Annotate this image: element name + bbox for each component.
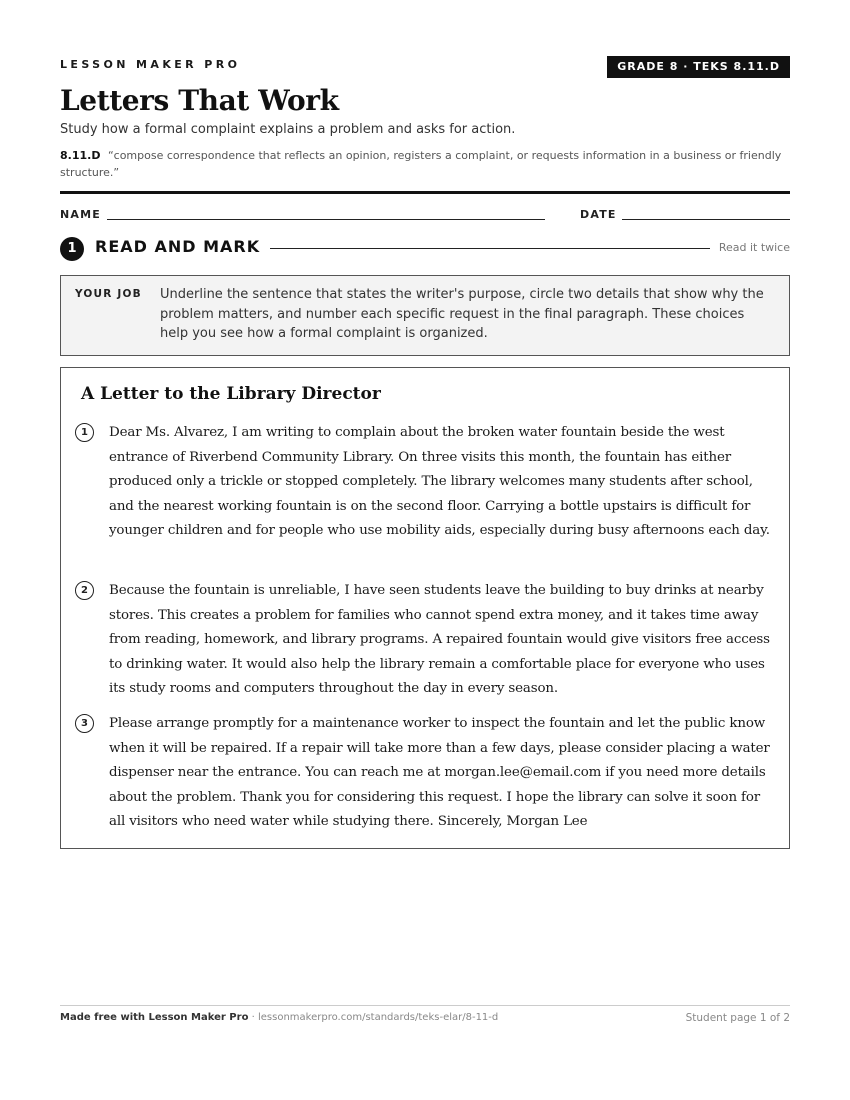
page-subtitle: Study how a formal complaint explains a problem and asks for action.	[60, 122, 516, 137]
section-hint: Read it twice	[718, 241, 790, 254]
paragraph-text-3: Please arrange promptly for a maintenance worker to inspect the fountain and let the public know when it will be repaired. If a repair will take more than a few days, please consider placing a water dispenser near the entrance. You can reach me at morgan.lee@email.com if you need more details about the problem. Thank you for considering this request. I hope the library can solve it soon for all visitors who need water while studying there. Sincerely, Morgan Lee	[109, 716, 770, 830]
footer-page-number: Student page 1 of 2	[685, 1012, 790, 1024]
date-field[interactable]	[622, 219, 790, 220]
grade-badge: GRADE 8 · TEKS 8.11.D	[607, 56, 790, 78]
section-title: READ AND MARK	[95, 237, 261, 256]
standard-statement	[60, 147, 790, 181]
brand-name: LESSON MAKER PRO	[60, 58, 241, 71]
paragraph-text-1: Dear Ms. Alvarez, I am writing to complain about the broken water fountain beside the west entrance of Riverbend Community Library. On three visits this month, the fountain has either produced only a trickle or stopped completely. The library welcomes many students after school, and the nearest working fountain is on the second floor. Carrying a bottle upstairs is difficult for younger children and for people who use mobility aids, especially during busy afternoons each day.	[109, 425, 770, 539]
section-number: 1	[60, 237, 84, 261]
footer-credit	[60, 1012, 498, 1023]
standard-code: 8.11.D	[60, 149, 101, 162]
paragraph-number-3: 3	[75, 714, 94, 733]
paragraph-text-2: Because the fountain is unreliable, I have seen students leave the building to buy drinks at nearby stores. This creates a problem for families who cannot spend extra money, and it takes time away from reading, homework, and library programs. A repaired fountain would give visitors free access to drinking water. It would also help the library remain a comfortable place for everyone who uses its study rooms and computers throughout the day in every season.	[109, 583, 770, 697]
page-title: Letters That Work	[60, 84, 339, 117]
paragraph-number-1: 1	[75, 423, 94, 442]
your-job-label: YOUR JOB	[75, 288, 142, 300]
letter-title: A Letter to the Library Director	[81, 384, 381, 404]
paragraph-number-2: 2	[75, 581, 94, 600]
your-job-text: Underline the sentence that states the writer's purpose, circle two details that show why the problem matters, and number each specific request in the final paragraph. These choices help you see how a formal complaint is organized.	[160, 287, 764, 341]
section-rule	[270, 248, 710, 249]
date-label: DATE	[580, 208, 617, 221]
your-job-box	[60, 275, 790, 356]
name-date-row	[60, 207, 790, 223]
footer-url[interactable]: lessonmakerpro.com/standards/teks-elar/8-11-d	[257, 1012, 499, 1023]
standard-text: “compose correspondence that reflects an opinion, registers a complaint, or requests information in a business or friendly structure.”	[60, 149, 782, 179]
worksheet-page	[60, 0, 790, 1100]
name-label: NAME	[60, 208, 101, 221]
letter-box	[60, 367, 790, 849]
header-divider	[60, 191, 790, 194]
footer-made-with: Made free with Lesson Maker Pro	[60, 1012, 249, 1023]
footer-separator: ·	[251, 1012, 258, 1023]
section-header	[60, 236, 790, 260]
top-bar	[60, 56, 790, 78]
name-field[interactable]	[107, 219, 545, 220]
footer-divider	[60, 1005, 790, 1006]
